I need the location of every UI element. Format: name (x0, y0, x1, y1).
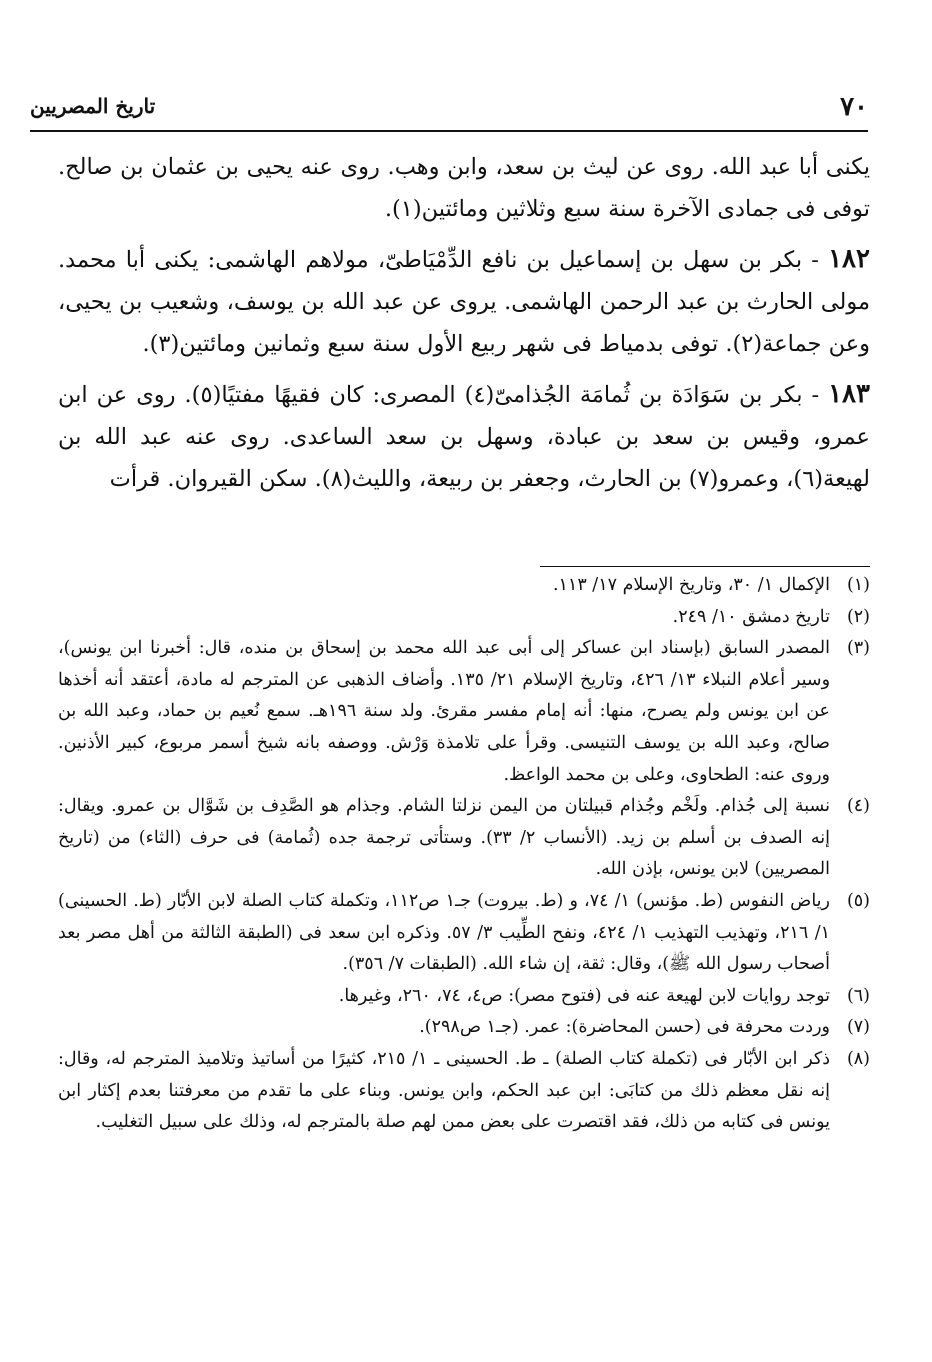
entry-182 (58, 238, 870, 365)
footnote-number: (٨) (846, 1048, 870, 1069)
running-title: تاريخ المصريين (30, 94, 156, 118)
footnote (58, 1012, 870, 1044)
footnote-text: رياض النفوس (ط. مؤنس) ١/ ٧٤، و (ط. بيروت) جـ١ ص١١٢، وتكملة كتاب الصلة لابن الأبّار (ط. الحسينى) ١/ ٢١٦، وتهذيب التهذيب ١/ ٤٢٤، ونفح الطِّيب ٣/ ٥٧. وذكره ابن سعد فى (الطبقة الثالثة من أهل مصر بعد أصحاب رسول الله ﷺ)، وقال: ثقة، إن شاء الله. (الطبقات ٧/ ٣٥٦). (58, 890, 831, 975)
footnote-number: (٣) (846, 638, 870, 659)
entry-text: بكر بن سهل بن إسماعيل بن نافع الدِّمْيَاطىّ، مولاهم الهاشمى: يكنى أبا محمد. مولى الحارث بن عبد الرحمن الهاشمى. يروى عن عبد الله بن يوسف، وشعيب بن يحيى، وعن جماعة(٢). توفى بدمياط فى شهر ربيع الأول سنة سبع وثمانين ومائتين(٣). (58, 247, 870, 357)
main-text (58, 146, 870, 508)
footnote-number: (٥) (846, 890, 870, 911)
page-number: ٧٠ (840, 92, 868, 122)
footnote (58, 602, 870, 634)
footnote (58, 791, 870, 886)
entry-text: بكر بن سَوَادَة بن ثُمامَة الجُذامىّ(٤) المصرى: كان فقيهًا مفتيًا(٥). روى عن ابن عمرو، وقيس بن سعد بن عبادة، وسهل بن سعد الساعدى. روى عنه عبد الله بن لهيعة(٦)، وعمرو(٧) بن الحارث، وجعفر بن ربيعة، والليث(٨). سكن القيروان. قرأت (58, 382, 870, 492)
footnote-text: نسبة إلى جُذام. ولَخْم وجُذام قبيلتان من اليمن نزلتا الشام. وجذام هو الصَّدِف بن شَوَّال بن عمرو. ويقال: إنه الصدف بن أسلم بن زيد. (الأنساب ٢/ ٣٣). وستأتى ترجمة جده (ثُمامة) فى حرف (الثاء) من (تاريخ المصريين) لابن يونس، بإذن الله. (58, 796, 830, 880)
page-header (30, 90, 868, 132)
footnote-text: المصدر السابق (بإسناد ابن عساكر إلى أبى عبد الله محمد بن إسحاق بن منده، قال: أخبرنا ابن يونس)، وسير أعلام النبلاء ١٣/ ٤٢٦، وتاريخ الإسلام ٢١/ ١٣٥. وأضاف الذهبى عن المترجم له مادة، أعتقد أنه أخذها عن ابن يونس ولم يصرح، منها: أنه إمام مفسر مقرئ. ولد سنة ١٩٦هـ. سمع نُعيم بن حماد، وعبد الله بن صالح، وعبد الله بن يوسف التنيسى. وقرأ على تلامذة وَرْش. ووصفه بانه شيخ أسمر مربوع، كبير الأذنين. وروى عنه: الطحاوى، وعلى بن محمد الواعظ. (58, 638, 831, 785)
footnote-text: وردت محرفة فى (حسن المحاضرة): عمر. (جـ١ ص٢٩٨). (419, 1017, 830, 1038)
footnote (58, 1044, 870, 1139)
footnote-number: (٢) (846, 606, 870, 627)
footnote-number: (٦) (846, 985, 870, 1006)
footnote-number: (٤) (846, 796, 870, 817)
footnote (58, 981, 870, 1013)
entry-dash: - (802, 382, 820, 408)
footnotes (58, 570, 870, 1139)
footnote-text: تاريخ دمشق ١٠/ ٢٤٩. (672, 606, 830, 627)
footnote-number: (٧) (846, 1017, 870, 1038)
entry-dash: - (802, 247, 819, 273)
footnote-divider (540, 566, 870, 567)
entry-183 (58, 373, 870, 500)
footnote-number: (١) (846, 575, 870, 595)
footnote (58, 633, 870, 791)
paragraph: يكنى أبا عبد الله. روى عن ليث بن سعد، وابن وهب. روى عنه يحيى بن عثمان بن صالح. توفى فى جمادى الآخرة سنة سبع وثلاثين ومائتين(١). (58, 154, 870, 222)
footnote (58, 570, 870, 602)
footnote-text: ذكر ابن الأبّار فى (تكملة كتاب الصلة) ـ ط. الحسينى ـ ١/ ٢١٥، كثيرًا من أساتيذ وتلاميذ المترجم له، وقال: إنه نقل معظم ذلك من كتابَى: ابن عبد الحكم، وابن يونس. وبناء على ما تقدم من معرفتنا بعدم إكثار ابن يونس فى كتابه من ذلك، فقد اقتصرت على بعض ممن لهم صلة بالمترجم له، وذلك على سبيل التغليب. (58, 1048, 830, 1133)
footnote-text: توجد روايات لابن لهيعة عنه فى (فتوح مصر): ص٤، ٧٤، ٢٦٠، وغيرها. (338, 985, 830, 1006)
entry-number: ١٨٢ (828, 244, 870, 274)
footnote-text: الإكمال ١/ ٣٠، وتاريخ الإسلام ١٧/ ١١٣. (552, 575, 830, 595)
entry-number: ١٨٣ (828, 379, 870, 409)
footnote (58, 886, 870, 981)
